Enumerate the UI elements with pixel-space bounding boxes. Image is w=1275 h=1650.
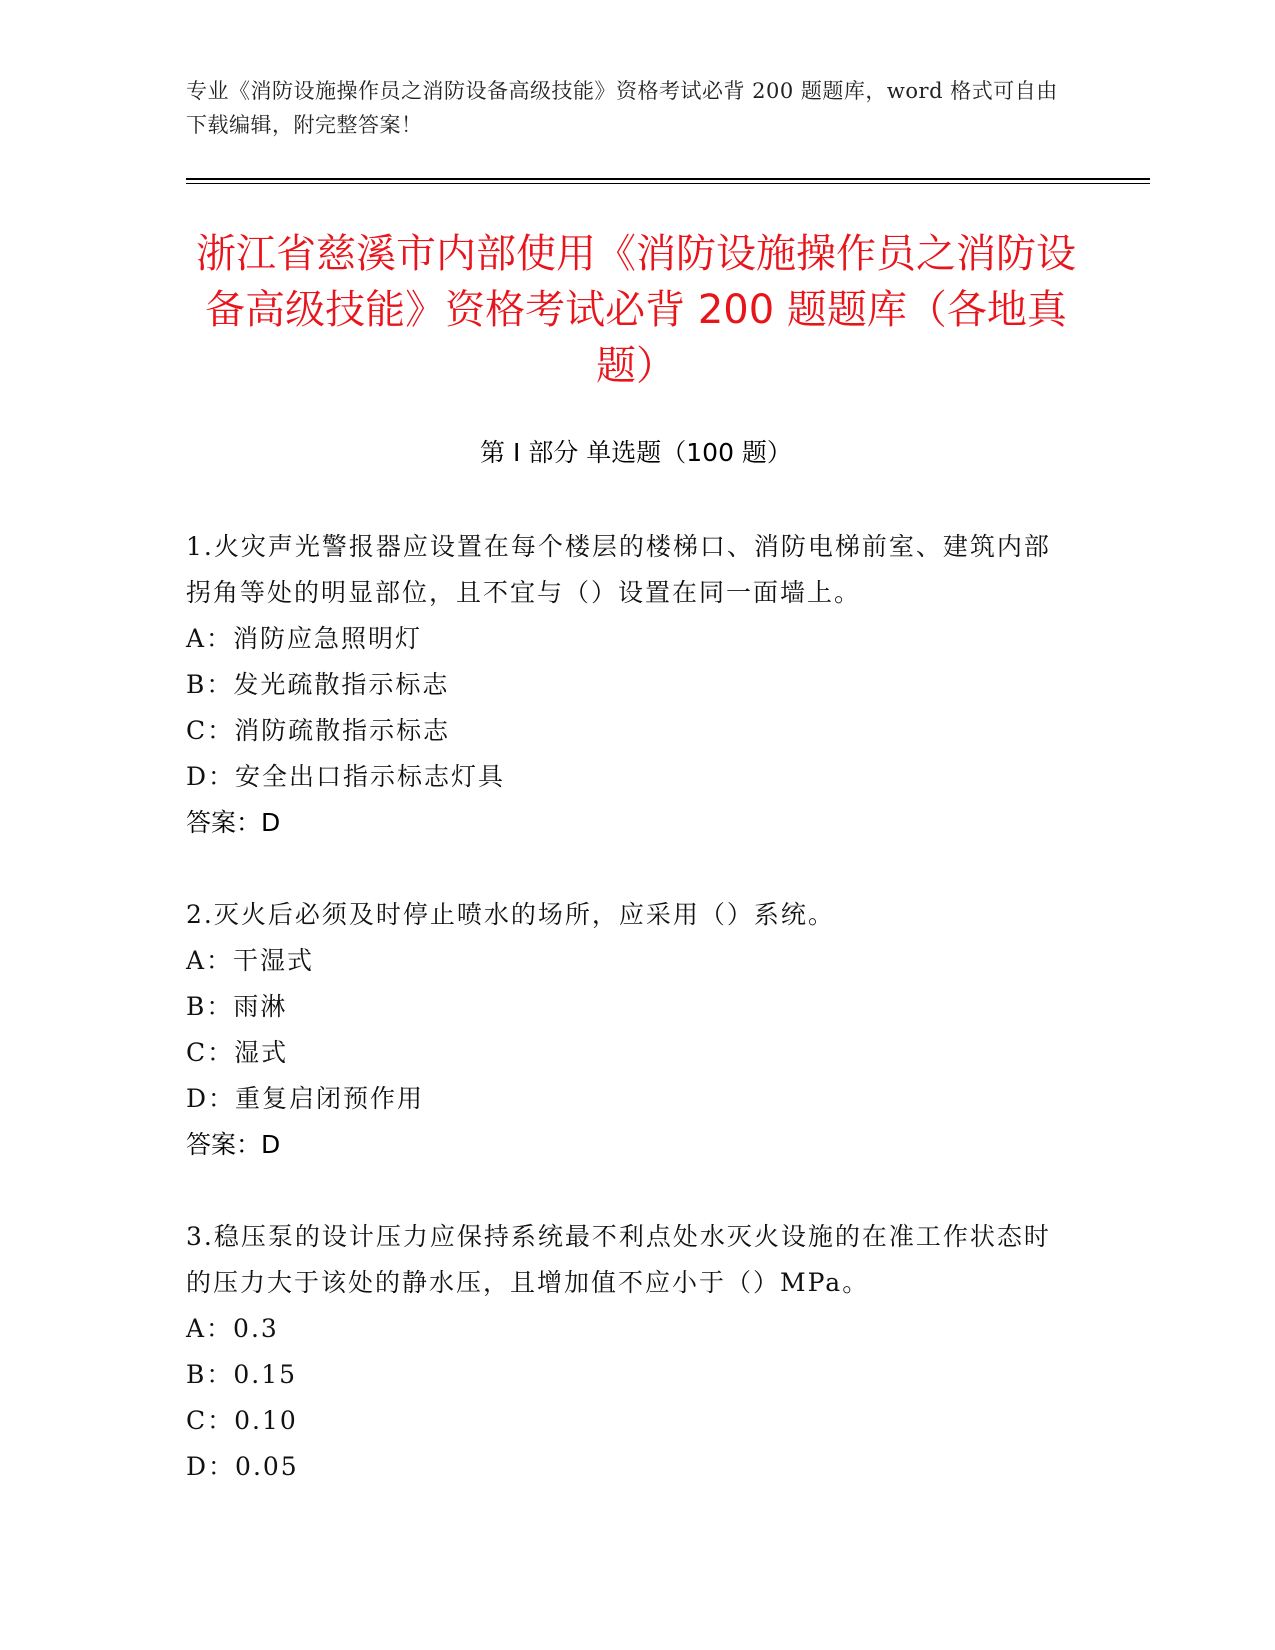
header-divider-thick [186,178,1150,180]
option-a: A：干湿式 [186,946,315,975]
option-d: D：安全出口指示标志灯具 [186,762,506,791]
question-1 [186,524,1066,846]
section-heading: 第 I 部分 单选题（100 题） [480,438,792,467]
question-3 [186,1214,1066,1490]
option-a: A：0.3 [186,1314,279,1343]
option-a: A：消防应急照明灯 [186,624,423,653]
option-d: D：0.05 [186,1452,299,1481]
option-b: B：发光疏散指示标志 [186,670,450,699]
option-c: C：0.10 [186,1406,298,1435]
option-c: C：消防疏散指示标志 [186,716,451,745]
question-list [186,524,1066,1536]
question-stem: 1.火灾声光警报器应设置在每个楼层的楼梯口、消防电梯前室、建筑内部拐角等处的明显部位，且不宜与（）设置在同一面墙上。 [186,532,1051,607]
header-divider-thin [186,183,1150,184]
question-2 [186,892,1066,1168]
answer: 答案：D [186,1130,281,1159]
option-b: B：雨淋 [186,992,288,1021]
option-b: B：0.15 [186,1360,298,1389]
question-stem: 2.灭火后必须及时停止喷水的场所，应采用（）系统。 [186,900,835,929]
option-c: C：湿式 [186,1038,289,1067]
option-d: D：重复启闭预作用 [186,1084,425,1113]
answer: 答案：D [186,808,281,837]
question-stem: 3.稳压泵的设计压力应保持系统最不利点处水灭火设施的在准工作状态时的压力大于该处的静水压，且增加值不应小于（）MPa。 [186,1222,1051,1297]
header-note: 专业《消防设施操作员之消防设备高级技能》资格考试必背 200 题题库，word 格式可自由下载编辑，附完整答案！ [186,79,1058,137]
document-title: 浙江省慈溪市内部使用《消防设施操作员之消防设备高级技能》资格考试必背 200 题题库（各地真题） [196,231,1076,389]
